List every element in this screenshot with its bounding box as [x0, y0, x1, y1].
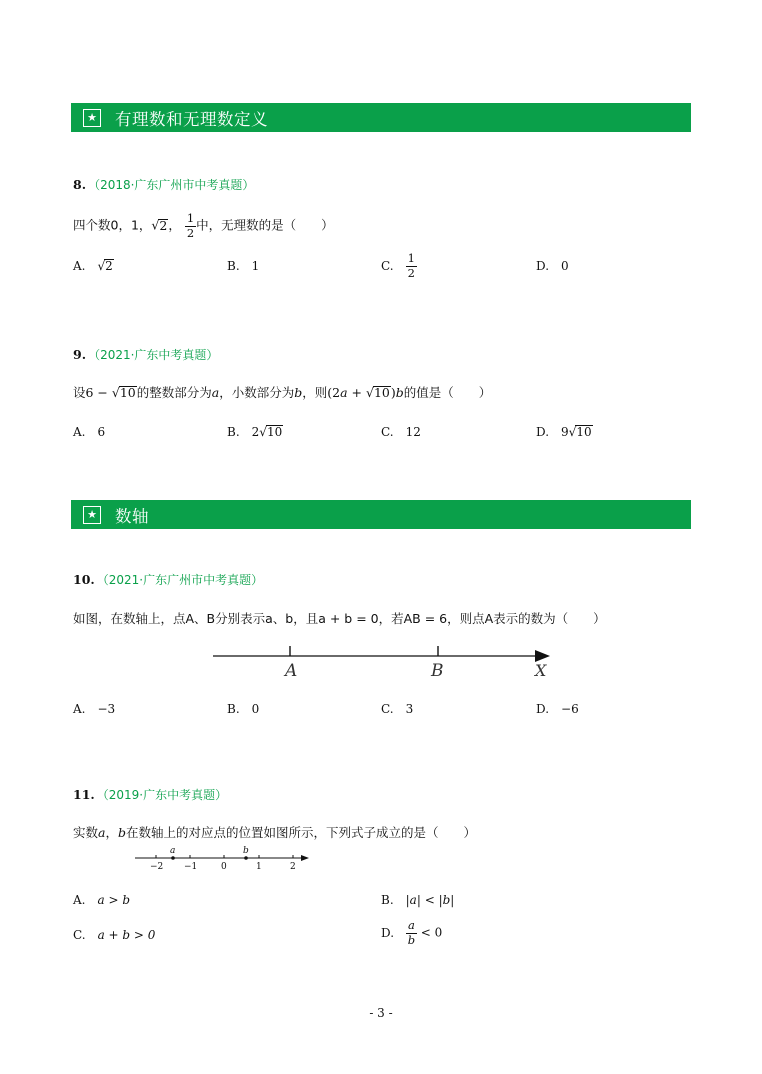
- sqrt-radicand: 2: [159, 217, 168, 233]
- label-a: A: [285, 661, 298, 681]
- question-8-header: [73, 176, 254, 193]
- question-9-header: [73, 346, 218, 363]
- question-8-stem: 四个数0，1，√2， $\frac{1}{2}$ 中，无理数的是（ ）: [73, 211, 334, 240]
- number-line-figure-q11: [130, 843, 315, 873]
- option-d[interactable]: D. 9√10: [536, 425, 592, 439]
- question-9-stem: 设6 − √10的整数部分为a，小数部分为b，则(2a + √10)b的值是（ ）: [73, 385, 492, 400]
- question-10-stem: 如图，在数轴上，点A、B分别表示a、b，且a + b = 0，若AB = 6，则点A表示的数为（ ）: [73, 611, 606, 626]
- option-a[interactable]: A. 6: [73, 425, 106, 439]
- option-c[interactable]: C. a + b > 0: [73, 928, 156, 942]
- section-banner-rational-irrational: [71, 103, 691, 132]
- option-d[interactable]: D. $\frac{a}{b}$ < 0: [381, 918, 443, 947]
- label-x: X: [535, 661, 547, 680]
- point-b: [244, 856, 248, 860]
- question-number: 10.: [73, 572, 95, 587]
- question-source: （2021·广东广州市中考真题）: [96, 573, 264, 587]
- label-b: B: [431, 661, 444, 681]
- option-c[interactable]: C. 12: [381, 425, 421, 439]
- section-title: 数轴: [115, 506, 149, 526]
- question-source: （2018·广东广州市中考真题）: [88, 178, 255, 192]
- option-d[interactable]: D. −6: [536, 702, 579, 716]
- label-point-a: a: [170, 846, 176, 856]
- tick-label: 0: [221, 862, 227, 872]
- section-banner-number-line: [71, 500, 691, 529]
- tick-label: −2: [150, 862, 164, 872]
- axis-arrow: [301, 855, 309, 861]
- stem-text: 四个数0，1，: [73, 217, 152, 233]
- option-b[interactable]: B. |a| < |b|: [381, 893, 455, 907]
- option-b[interactable]: B. 1: [227, 259, 260, 273]
- option-b[interactable]: B. 0: [227, 702, 260, 716]
- option-a[interactable]: A. −3: [73, 702, 116, 716]
- question-source: （2021·广东中考真题）: [88, 348, 219, 362]
- option-a[interactable]: A. √2: [73, 259, 113, 273]
- fraction: $\frac{1}{2}$: [186, 211, 195, 240]
- option-d[interactable]: D. 0: [536, 259, 569, 273]
- question-11-stem: 实数a，b在数轴上的对应点的位置如图所示，下列式子成立的是（ ）: [73, 825, 477, 840]
- star-bookmark-icon: ★: [83, 109, 101, 127]
- label-point-b: b: [243, 846, 249, 856]
- option-a[interactable]: A. a > b: [73, 893, 131, 907]
- option-c[interactable]: C. 3: [381, 702, 414, 716]
- tick-label: −1: [184, 862, 198, 872]
- question-10-header: [73, 571, 263, 588]
- question-source: （2019·广东中考真题）: [96, 788, 228, 802]
- question-number: 9.: [73, 347, 87, 362]
- question-number: 8.: [73, 177, 87, 192]
- stem-text: 中，无理数的是（ ）: [196, 217, 334, 233]
- point-a: [171, 856, 175, 860]
- option-c[interactable]: C. $\frac{1}{2}$: [381, 251, 415, 280]
- section-title: 有理数和无理数定义: [115, 109, 268, 129]
- option-b[interactable]: B. 2√10: [227, 425, 283, 439]
- page-number: - 3 -: [369, 1006, 393, 1020]
- question-11-header: [73, 786, 227, 803]
- question-number: 11.: [73, 787, 95, 802]
- tick-label: 1: [256, 862, 262, 872]
- number-line-figure-q10: [205, 640, 565, 682]
- tick-label: 2: [290, 862, 296, 872]
- star-bookmark-icon: ★: [83, 506, 101, 524]
